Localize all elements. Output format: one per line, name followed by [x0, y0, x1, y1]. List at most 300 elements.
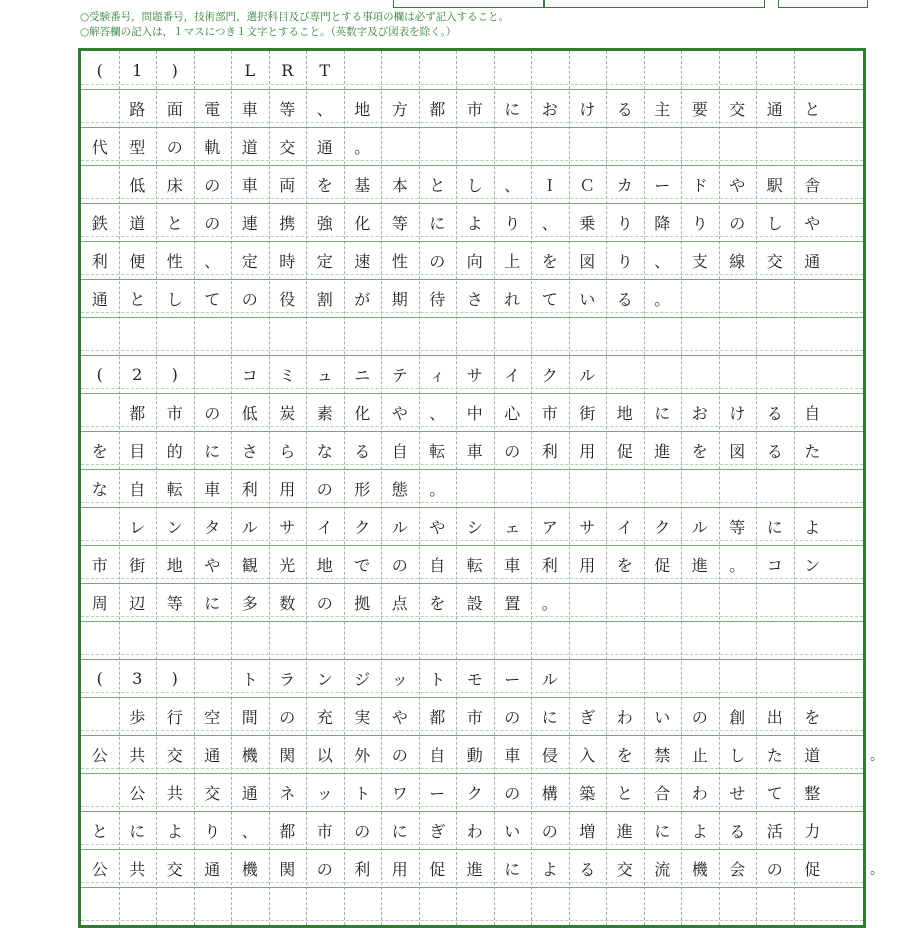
- answer-cell: 素: [316, 403, 333, 423]
- answer-cell: [644, 355, 682, 393]
- answer-cell: 支: [691, 251, 708, 271]
- answer-cell: と: [91, 821, 108, 841]
- answer-cell: ル: [691, 517, 708, 537]
- answer-cell: 拠: [354, 593, 371, 613]
- answer-cell: [681, 317, 719, 355]
- answer-cell: よ: [466, 213, 483, 233]
- answer-cell: [606, 887, 644, 925]
- answer-cell: [531, 621, 569, 659]
- answer-cell: T: [319, 60, 331, 80]
- answer-cell: の: [391, 555, 408, 575]
- answer-cell: [231, 317, 269, 355]
- answer-cell: ェ: [504, 517, 521, 537]
- answer-cell: [381, 317, 419, 355]
- answer-cell: 促: [616, 441, 633, 461]
- answer-cell: た: [804, 441, 821, 461]
- answer-cell: の: [316, 593, 333, 613]
- answer-cell: [381, 621, 419, 659]
- answer-cell: 道: [804, 745, 821, 765]
- answer-cell: [81, 773, 119, 811]
- answer-cell: [794, 127, 832, 165]
- answer-cell: 通: [204, 859, 221, 879]
- answer-cell: [344, 317, 382, 355]
- answer-cell: [794, 659, 832, 697]
- answer-cell: 車: [204, 479, 221, 499]
- answer-cell: ル: [241, 517, 258, 537]
- answer-cell: を: [91, 441, 108, 461]
- answer-cell: R: [281, 60, 294, 80]
- answer-cell: ド: [691, 175, 708, 195]
- answer-cell: や: [204, 555, 221, 575]
- answer-cell: 用: [579, 555, 596, 575]
- answer-row: [81, 355, 831, 393]
- answer-cell: の: [504, 783, 521, 803]
- answer-cell: [419, 51, 457, 89]
- answer-cell: 心: [504, 403, 521, 423]
- answer-cell: 型: [129, 137, 146, 157]
- answer-cell: 定: [316, 251, 333, 271]
- answer-cell: [756, 583, 794, 621]
- answer-cell: 。: [654, 289, 671, 309]
- answer-cell: [794, 621, 832, 659]
- answer-cell: 転: [166, 479, 183, 499]
- answer-cell: 入: [579, 745, 596, 765]
- answer-cell: に: [204, 441, 221, 461]
- answer-cell: [569, 659, 607, 697]
- answer-cell: 止: [691, 745, 708, 765]
- answer-cell: 街: [129, 555, 146, 575]
- answer-cell: で: [354, 555, 371, 575]
- answer-row: [81, 507, 831, 545]
- answer-cell: レ: [129, 517, 146, 537]
- answer-row: [81, 203, 831, 241]
- answer-cell: 市: [541, 403, 558, 423]
- answer-cell: カ: [616, 175, 633, 195]
- answer-cell: 方: [391, 99, 408, 119]
- answer-row: [81, 393, 831, 431]
- answer-cell: が: [354, 289, 371, 309]
- answer-cell: や: [729, 175, 746, 195]
- answer-cell: 時: [279, 251, 296, 271]
- answer-cell: コ: [241, 365, 258, 385]
- answer-cell: を: [691, 441, 708, 461]
- answer-cell: 向: [466, 251, 483, 271]
- answer-row: [81, 621, 831, 659]
- answer-cell: お: [541, 99, 558, 119]
- answer-cell: 進: [616, 821, 633, 841]
- answer-cell: [606, 621, 644, 659]
- answer-row: [81, 583, 831, 621]
- answer-cell: [644, 127, 682, 165]
- answer-cell: 地: [354, 99, 371, 119]
- answer-cell: 共: [129, 745, 146, 765]
- answer-cell: 合: [654, 783, 671, 803]
- answer-cell: 外: [354, 745, 371, 765]
- answer-cell: [606, 583, 644, 621]
- answer-cell: の: [391, 745, 408, 765]
- answer-cell: [756, 887, 794, 925]
- answer-cell: [344, 887, 382, 925]
- answer-cell: ト: [354, 783, 371, 803]
- answer-cell: 公: [91, 745, 108, 765]
- answer-cell: に: [541, 707, 558, 727]
- answer-cell: [681, 127, 719, 165]
- answer-cell: [269, 887, 307, 925]
- answer-cell: 実: [354, 707, 371, 727]
- answer-cell: [531, 127, 569, 165]
- answer-cell: [569, 51, 607, 89]
- answer-cell: [194, 659, 232, 697]
- answer-cell: い: [654, 707, 671, 727]
- answer-cell: [306, 621, 344, 659]
- answer-cell: 点: [391, 593, 408, 613]
- answer-cell: 。: [541, 593, 558, 613]
- answer-cell: 辺: [129, 593, 146, 613]
- answer-cell: 車: [466, 441, 483, 461]
- answer-cell: と: [429, 175, 446, 195]
- answer-cell: [719, 469, 757, 507]
- answer-cell: 創: [729, 707, 746, 727]
- answer-cell: 連: [241, 213, 258, 233]
- answer-cell: 床: [166, 175, 183, 195]
- answer-cell: 、: [241, 821, 258, 841]
- answer-cell: 化: [354, 403, 371, 423]
- answer-cell: [606, 317, 644, 355]
- answer-cell: [381, 127, 419, 165]
- answer-cell: [644, 469, 682, 507]
- answer-cell: Ｃ: [579, 175, 596, 195]
- answer-cell: 2: [132, 364, 143, 384]
- answer-cell: し: [766, 213, 783, 233]
- answer-cell: る: [616, 289, 633, 309]
- answer-cell: [569, 887, 607, 925]
- answer-cell: [569, 127, 607, 165]
- answer-cell: 充: [316, 707, 333, 727]
- answer-cell: わ: [466, 821, 483, 841]
- answer-cell: 通: [241, 783, 258, 803]
- answer-cell: [794, 469, 832, 507]
- answer-row: [81, 811, 831, 849]
- answer-cell: 、: [541, 213, 558, 233]
- answer-cell: イ: [504, 365, 521, 385]
- answer-cell: 線: [729, 251, 746, 271]
- answer-cell: 増: [579, 821, 596, 841]
- answer-cell: [719, 659, 757, 697]
- answer-cell: [381, 887, 419, 925]
- answer-cell: よ: [804, 517, 821, 537]
- answer-cell: 道: [241, 137, 258, 157]
- answer-cell: (: [96, 60, 103, 80]
- answer-row: [81, 317, 831, 355]
- answer-cell: [531, 887, 569, 925]
- answer-cell: シ: [466, 517, 483, 537]
- answer-cell: [569, 621, 607, 659]
- answer-cell: サ: [579, 517, 596, 537]
- answer-cell: モ: [466, 669, 483, 689]
- answer-cell: の: [691, 707, 708, 727]
- answer-cell: 機: [241, 859, 258, 879]
- answer-cell: [306, 317, 344, 355]
- answer-cell: る: [766, 441, 783, 461]
- answer-cell: 図: [729, 441, 746, 461]
- answer-cell: [119, 887, 157, 925]
- answer-cell: て: [766, 783, 783, 803]
- answer-cell: [531, 317, 569, 355]
- answer-cell: 上: [504, 251, 521, 271]
- answer-cell: [456, 127, 494, 165]
- answer-cell: と: [616, 783, 633, 803]
- answer-cell: に: [129, 821, 146, 841]
- answer-cell: [644, 621, 682, 659]
- answer-cell: ラ: [279, 669, 296, 689]
- answer-cell: [756, 355, 794, 393]
- answer-cell: た: [766, 745, 783, 765]
- answer-cell: 以: [316, 745, 333, 765]
- answer-cell: ク: [541, 365, 558, 385]
- answer-cell: の: [204, 213, 221, 233]
- grid-row-line: [81, 925, 863, 926]
- answer-cell: を: [316, 175, 333, 195]
- answer-row: [81, 469, 831, 507]
- answer-cell: [794, 279, 832, 317]
- answer-cell: ク: [354, 517, 371, 537]
- answer-row: [81, 279, 831, 317]
- answer-cell: を: [541, 251, 558, 271]
- answer-cell: 基: [354, 175, 371, 195]
- answer-cell: お: [691, 403, 708, 423]
- answer-cell: り: [691, 213, 708, 233]
- answer-cell: [756, 659, 794, 697]
- answer-cell: 関: [279, 859, 296, 879]
- answer-cell: [681, 583, 719, 621]
- answer-cell: 形: [354, 479, 371, 499]
- answer-cell: ッ: [316, 783, 333, 803]
- answer-cell: [719, 279, 757, 317]
- answer-cell: る: [616, 99, 633, 119]
- answer-cell: 降: [654, 213, 671, 233]
- answer-cell: 主: [654, 99, 671, 119]
- answer-cell: ッ: [391, 669, 408, 689]
- answer-cell: 便: [129, 251, 146, 271]
- answer-cell: 車: [504, 745, 521, 765]
- answer-cell: [644, 887, 682, 925]
- answer-cell: に: [391, 821, 408, 841]
- answer-cell: 等: [729, 517, 746, 537]
- answer-cell: さ: [241, 441, 258, 461]
- answer-row: [81, 773, 831, 811]
- answer-cell: 態: [391, 479, 408, 499]
- answer-cell: [644, 583, 682, 621]
- answer-cell: る: [354, 441, 371, 461]
- answer-cell: [644, 659, 682, 697]
- answer-cell: り: [504, 213, 521, 233]
- answer-row: [81, 89, 831, 127]
- answer-cell: の: [316, 859, 333, 879]
- answer-cell: [194, 621, 232, 659]
- answer-cell: 共: [129, 859, 146, 879]
- answer-cell: 道: [129, 213, 146, 233]
- answer-cell: り: [616, 213, 633, 233]
- answer-cell: 転: [429, 441, 446, 461]
- answer-row: [81, 697, 831, 735]
- answer-cell: [719, 127, 757, 165]
- answer-cell: に: [504, 99, 521, 119]
- header-box-middle: [543, 0, 765, 8]
- answer-cell: コ: [766, 555, 783, 575]
- answer-cell: 炭: [279, 403, 296, 423]
- answer-cell: 市: [316, 821, 333, 841]
- answer-cell: 観: [241, 555, 258, 575]
- answer-cell: 速: [354, 251, 371, 271]
- answer-cell: 路: [129, 99, 146, 119]
- answer-cell: 等: [166, 593, 183, 613]
- answer-row: [81, 51, 831, 89]
- answer-cell: に: [766, 517, 783, 537]
- answer-cell: を: [429, 593, 446, 613]
- header-box-right: [778, 0, 868, 8]
- answer-cell: [756, 127, 794, 165]
- answer-cell: [194, 317, 232, 355]
- answer-cell: 市: [466, 707, 483, 727]
- answer-cell: [419, 317, 457, 355]
- answer-cell: [419, 621, 457, 659]
- answer-cell: [269, 317, 307, 355]
- answer-cell: 公: [91, 859, 108, 879]
- answer-cell: よ: [166, 821, 183, 841]
- answer-cell: [194, 51, 232, 89]
- answer-cell: 街: [579, 403, 596, 423]
- answer-cell: [794, 583, 832, 621]
- answer-cell: 車: [241, 99, 258, 119]
- answer-cell: る: [579, 859, 596, 879]
- answer-cell: 自: [429, 745, 446, 765]
- answer-cell: ン: [316, 669, 333, 689]
- answer-cell: 電: [204, 99, 221, 119]
- answer-cell: の: [316, 479, 333, 499]
- answer-cell: ア: [541, 517, 558, 537]
- instructions: [80, 10, 509, 40]
- answer-cell: 進: [691, 555, 708, 575]
- answer-cell: 、: [504, 175, 521, 195]
- answer-cell: [644, 51, 682, 89]
- answer-cell: 力: [804, 821, 821, 841]
- answer-cell: [156, 317, 194, 355]
- answer-cell: 定: [241, 251, 258, 271]
- answer-cell: [119, 317, 157, 355]
- answer-cell: る: [766, 403, 783, 423]
- answer-cell: イ: [316, 517, 333, 537]
- answer-cell: 、: [316, 99, 333, 119]
- answer-cell: [456, 469, 494, 507]
- instruction-line-2: ○解答欄の記入は，１マスにつき１文字とすること。（英数字及び図表を除く。）: [80, 26, 457, 38]
- answer-cell: 役: [279, 289, 296, 309]
- answer-cell: 交: [166, 859, 183, 879]
- answer-cell: 都: [279, 821, 296, 841]
- answer-cell: 強: [316, 213, 333, 233]
- answer-cell: 都: [129, 403, 146, 423]
- answer-cell: [531, 469, 569, 507]
- answer-cell: の: [241, 289, 258, 309]
- answer-cell: ぎ: [579, 707, 596, 727]
- answer-cell: 3: [132, 668, 143, 688]
- answer-cell: [456, 887, 494, 925]
- answer-cell: 市: [166, 403, 183, 423]
- answer-cell: の: [166, 137, 183, 157]
- answer-row: [81, 659, 831, 697]
- answer-cell: [119, 621, 157, 659]
- answer-cell: [681, 355, 719, 393]
- answer-cell: (: [96, 668, 103, 688]
- answer-cell: わ: [691, 783, 708, 803]
- overflow-punctuation: 。: [870, 748, 884, 764]
- answer-cell: 間: [241, 707, 258, 727]
- answer-cell: [231, 887, 269, 925]
- answer-cell: 通: [204, 745, 221, 765]
- answer-cell: [531, 51, 569, 89]
- answer-row: [81, 241, 831, 279]
- answer-cell: 促: [804, 859, 821, 879]
- answer-cell: と: [166, 213, 183, 233]
- answer-cell: 置: [504, 593, 521, 613]
- answer-cell: 車: [504, 555, 521, 575]
- answer-cell: 進: [466, 859, 483, 879]
- answer-cell: 促: [429, 859, 446, 879]
- answer-cell: 舎: [804, 175, 821, 195]
- answer-cell: 構: [541, 783, 558, 803]
- answer-cell: 交: [279, 137, 296, 157]
- answer-cell: 交: [616, 859, 633, 879]
- answer-cell: サ: [466, 365, 483, 385]
- answer-cell: 、: [429, 403, 446, 423]
- answer-cell: 地: [316, 555, 333, 575]
- answer-row: [81, 127, 831, 165]
- answer-cell: ン: [166, 517, 183, 537]
- answer-cell: 割: [316, 289, 333, 309]
- answer-cell: [194, 355, 232, 393]
- answer-cell: 築: [579, 783, 596, 803]
- answer-cell: 交: [204, 783, 221, 803]
- answer-row: [81, 735, 831, 773]
- answer-cell: 多: [241, 593, 258, 613]
- answer-cell: 目: [129, 441, 146, 461]
- answer-cell: や: [391, 707, 408, 727]
- answer-cell: 等: [391, 213, 408, 233]
- answer-cell: 歩: [129, 707, 146, 727]
- answer-cell: 期: [391, 289, 408, 309]
- answer-cell: [606, 51, 644, 89]
- answer-cell: [719, 317, 757, 355]
- answer-cell: し: [729, 745, 746, 765]
- answer-cell: [81, 393, 119, 431]
- answer-cell: 自: [129, 479, 146, 499]
- answer-cell: [156, 887, 194, 925]
- answer-cell: [381, 51, 419, 89]
- answer-row: [81, 887, 831, 925]
- answer-cell: 面: [166, 99, 183, 119]
- answer-cell: 自: [391, 441, 408, 461]
- answer-cell: 空: [204, 707, 221, 727]
- answer-cell: よ: [691, 821, 708, 841]
- answer-cell: 活: [766, 821, 783, 841]
- answer-cell: に: [654, 403, 671, 423]
- answer-cell: [81, 507, 119, 545]
- answer-cell: 低: [129, 175, 146, 195]
- answer-cell: [681, 279, 719, 317]
- answer-cell: [494, 469, 532, 507]
- answer-cell: 低: [241, 403, 258, 423]
- answer-cell: [569, 583, 607, 621]
- answer-cell: ル: [391, 517, 408, 537]
